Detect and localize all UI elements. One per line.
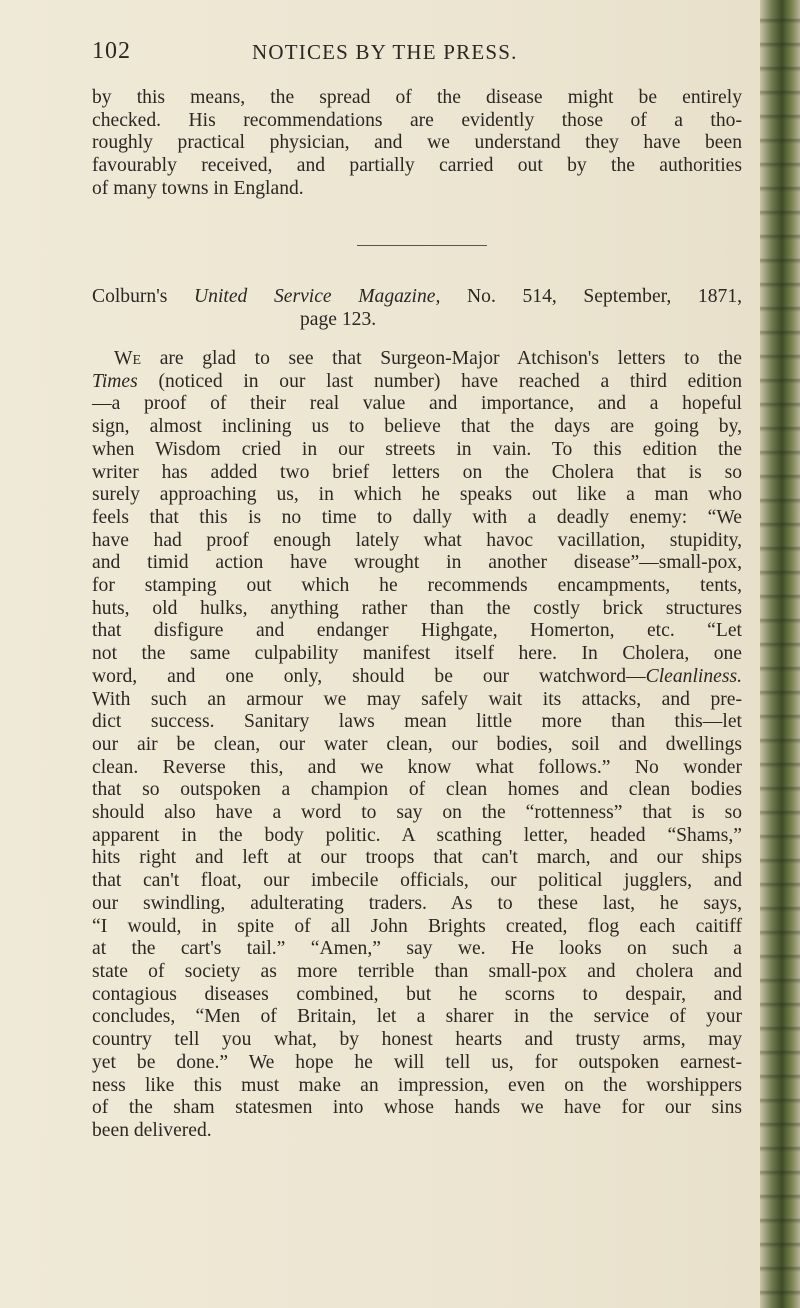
text-line: —a proof of their real value and importance, and a hopeful: [92, 393, 742, 415]
text-line: apparent in the body politic. A scathing letter, headed “Shams,”: [92, 824, 742, 846]
text-line: that so outspoken a champion of clean homes and clean bodies: [92, 779, 742, 801]
page-number: 102: [92, 38, 131, 64]
text-line: checked. His recommendations are evidently those of a tho-: [92, 109, 742, 131]
text-line: surely approaching us, in which he speaks out like a man who: [92, 484, 742, 506]
text-line: word, and one only, should be our watchword—Cleanliness.: [92, 665, 742, 687]
citation-publication-title: United Service Magazine,: [194, 286, 441, 307]
text-line: writer has added two brief letters on the Cholera that is so: [92, 461, 742, 483]
text-line: should also have a word to say on the “rottenness” that is so: [92, 802, 742, 824]
text-line: favourably received, and partially carried out by the authorities: [92, 155, 742, 177]
text-line: and timid action have wrought in another disease”—small-pox,: [92, 552, 742, 574]
citation-prefix: Colburn's: [92, 286, 194, 307]
text-line: that disfigure and endanger Highgate, Homerton, etc. “Let: [92, 620, 742, 642]
text-line: huts, old hulks, anything rather than the costly brick structures: [92, 597, 742, 619]
text-line: by this means, the spread of the disease might be entirely: [92, 87, 742, 108]
text-line: Times (noticed in our last number) have reached a third edition: [92, 370, 742, 392]
citation-page: page 123.: [300, 308, 377, 330]
book-binding-edge: [760, 0, 800, 1308]
text-line: of many towns in England.: [92, 177, 304, 199]
text-line: dict success. Sanitary laws mean little more than this—let: [92, 711, 742, 733]
text-line: We are glad to see that Surgeon-Major Atchison's letters to the: [114, 348, 742, 369]
text-line: yet be done.” We hope he will tell us, for outspoken earnest-: [92, 1051, 742, 1073]
text-line: contagious diseases combined, but he scorns to despair, and: [92, 983, 742, 1005]
text-line: at the cart's tail.” “Amen,” say we. He looks on such a: [92, 938, 742, 960]
text-line: clean. Reverse this, and we know what follows.” No wonder: [92, 756, 742, 778]
source-citation: [92, 286, 742, 331]
text-line: have had proof enough lately what havoc vacillation, stupidity,: [92, 529, 742, 551]
text-line: not the same culpability manifest itself here. In Cholera, one: [92, 643, 742, 665]
text-line: With such an armour we may safely wait its attacks, and pre-: [92, 688, 742, 710]
text-line: of the sham statesmen into whose hands we have for our sins: [92, 1097, 742, 1119]
watchword: Cleanliness.: [645, 665, 742, 687]
text-line: our air be clean, our water clean, our bodies, soil and dwellings: [92, 733, 742, 755]
text-line: when Wisdom cried in our streets in vain. To this edition the: [92, 438, 742, 460]
text-line: that can't float, our imbecile officials, our political jugglers, and: [92, 870, 742, 892]
page-header: [92, 38, 732, 78]
text-line: roughly practical physician, and we understand they have been: [92, 132, 742, 154]
text-line: ness like this must make an impression, even on the worshippers: [92, 1074, 742, 1096]
citation-issue: No. 514, September, 1871,: [440, 286, 743, 307]
text-line: country tell you what, by honest hearts and trusty arms, may: [92, 1029, 742, 1051]
text-line: been delivered.: [92, 1119, 212, 1141]
text-line: hits right and left at our troops that can't march, and our ships: [92, 847, 742, 869]
opening-word: We: [114, 348, 142, 369]
newspaper-title: Times: [92, 370, 138, 392]
section-divider: [357, 245, 487, 246]
text-line: for stamping out which he recommends encampments, tents,: [92, 575, 742, 597]
text-line: our swindling, adulterating traders. As to these last, he says,: [92, 892, 742, 914]
text-line: sign, almost inclining us to believe that the days are going by,: [92, 416, 742, 438]
text-line: state of society as more terrible than small-pox and cholera and: [92, 960, 742, 982]
text-line: concludes, “Men of Britain, let a sharer in the service of your: [92, 1006, 742, 1028]
citation-line: [92, 286, 742, 309]
continued-paragraph: [92, 87, 742, 201]
running-title: NOTICES BY THE PRESS.: [252, 40, 518, 64]
review-paragraph: [92, 348, 742, 1143]
text-line: “I would, in spite of all John Brights created, flog each caitiff: [92, 915, 742, 937]
text-line: feels that this is no time to dally with a deadly enemy: “We: [92, 506, 742, 528]
